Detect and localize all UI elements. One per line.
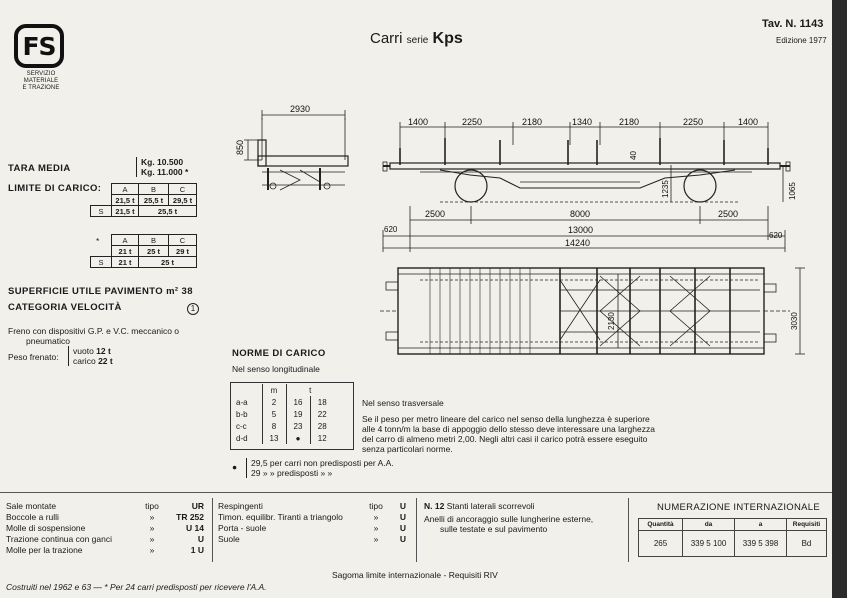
plan-view — [380, 268, 805, 354]
dim-stake: 40 — [629, 151, 638, 160]
dim-wheel-height: 1235 — [661, 180, 670, 198]
dim-lower-3: 2500 — [718, 209, 739, 219]
column-rule-3 — [628, 498, 629, 562]
limite-table-1: A B C 21,5 t 25,5 t 29,5 t S 21,5 t 25,5 t — [90, 183, 197, 217]
norme-notes: 29,5 per carri non predisposti per A.A. 29 » » predisposti » » — [246, 458, 394, 478]
components-mid-labels: Respingenti Timon. equilibr. Tiranti a triangolo Porta - suole Suole — [218, 501, 343, 544]
norme-title: NORME DI CARICO — [232, 348, 326, 359]
norme-table: m t a-a 2 16 18 b-b 5 19 22 c-c 8 23 28 d-d 13 ● 12 — [232, 384, 334, 444]
end-view — [235, 104, 348, 190]
peso-frenato-label: Peso frenato: — [8, 352, 59, 362]
dim-inner-width: 2130 — [607, 312, 616, 330]
dim-right-height: 1065 — [788, 182, 797, 200]
components-mid-values: U U U U — [399, 501, 407, 544]
trasversale-text: Se il peso per metro lineare del carico nel senso della lunghezza è superiore alle 4 tonn/m la base di appoggio dello stesso deve interessare una larghezza del carro di almeno metri 2,00. Negli altri casi il carico potrà essere eseguito senza particolari norme. — [362, 414, 655, 454]
tara-label: TARA MEDIA — [8, 163, 71, 174]
dim-top-2: 2250 — [462, 117, 483, 127]
dim-lower-1: 2500 — [425, 209, 446, 219]
dim-top-3: 2180 — [522, 117, 543, 127]
limite-star: * — [96, 236, 100, 246]
stanti-line2: Anelli di ancoraggio sulle lungherine esterne, — [424, 514, 594, 524]
numerazione-table: Quantità da a Requisiti 265 339 5 100 339 5 398 Bd — [638, 518, 827, 557]
dim-end-width: 2930 — [290, 104, 311, 114]
components-left-tipo: tipo » » » » — [145, 501, 159, 555]
scan-edge — [832, 0, 847, 598]
dim-outer-width: 3030 — [790, 312, 799, 330]
freno-line1: Freno con dispositivi G.P. e V.C. meccanico o — [8, 326, 180, 336]
peso-frenato-values: vuoto 12 t carico 22 t — [68, 346, 113, 366]
side-view — [383, 117, 797, 252]
trasversale-title: Nel senso trasversale — [362, 398, 444, 408]
components-left-labels: Sale montate Boccole a rulli Molle di sospensione Trazione continua con ganci Molle per la trazione — [6, 501, 113, 555]
dim-top-7: 1400 — [738, 117, 759, 127]
logo-subtitle: SERVIZIO MATERIALE E TRAZIONE — [22, 71, 60, 91]
page-title: Carri serie Kps — [370, 30, 463, 47]
limite-label: LIMITE DI CARICO: — [8, 183, 102, 194]
components-mid-tipo: tipo » » » — [369, 501, 383, 544]
divider — [0, 492, 832, 493]
edition: Edizione 1977 — [776, 36, 827, 45]
limite-table-2: A B C 21 t 25 t 29 t S 21 t 25 t — [90, 234, 197, 268]
column-rule-2 — [416, 498, 417, 562]
fs-logo: FS — [14, 24, 64, 68]
dim-overhang-right: 620 — [769, 231, 783, 240]
dim-frame-length: 13000 — [568, 225, 594, 235]
norme-note-bullet: ● — [232, 462, 238, 472]
dim-top-6: 2250 — [683, 117, 704, 127]
superficie-label: SUPERFICIE UTILE PAVIMENTO m² 38 — [8, 286, 193, 297]
dim-total-length: 14240 — [565, 238, 591, 248]
norme-subtitle: Nel senso longitudinale — [232, 364, 320, 374]
categoria-label: CATEGORIA VELOCITÀ — [8, 302, 122, 313]
dim-top-4: 1340 — [572, 117, 593, 127]
dim-top-1: 1400 — [408, 117, 429, 127]
tara-values: Kg. 10.500 Kg. 11.000 * — [136, 157, 188, 177]
dim-top-5: 2180 — [619, 117, 640, 127]
stanti-line1: N. 12 Stanti laterali scorrevoli — [424, 501, 535, 511]
table-number: Tav. N. 1143 — [762, 18, 824, 30]
dim-overhang-left: 620 — [384, 225, 398, 234]
numerazione-title: NUMERAZIONE INTERNAZIONALE — [657, 502, 820, 513]
dim-end-height: 850 — [235, 139, 245, 155]
stanti-line3: sulle testate e sul pavimento — [440, 524, 548, 534]
categoria-value: 1 — [187, 303, 199, 315]
dim-lower-2: 8000 — [570, 209, 591, 219]
column-rule-1 — [212, 498, 213, 562]
sagoma-text: Sagoma limite internazionale - Requisiti RIV — [332, 570, 498, 580]
components-left-values: UR TR 252 U 14 U 1 U — [176, 501, 204, 555]
costruiti-text: Costruiti nel 1962 e 63 — * Per 24 carri predisposti per ricevere l'A.A. — [6, 582, 267, 592]
freno-line2: pneumatico — [26, 336, 70, 346]
